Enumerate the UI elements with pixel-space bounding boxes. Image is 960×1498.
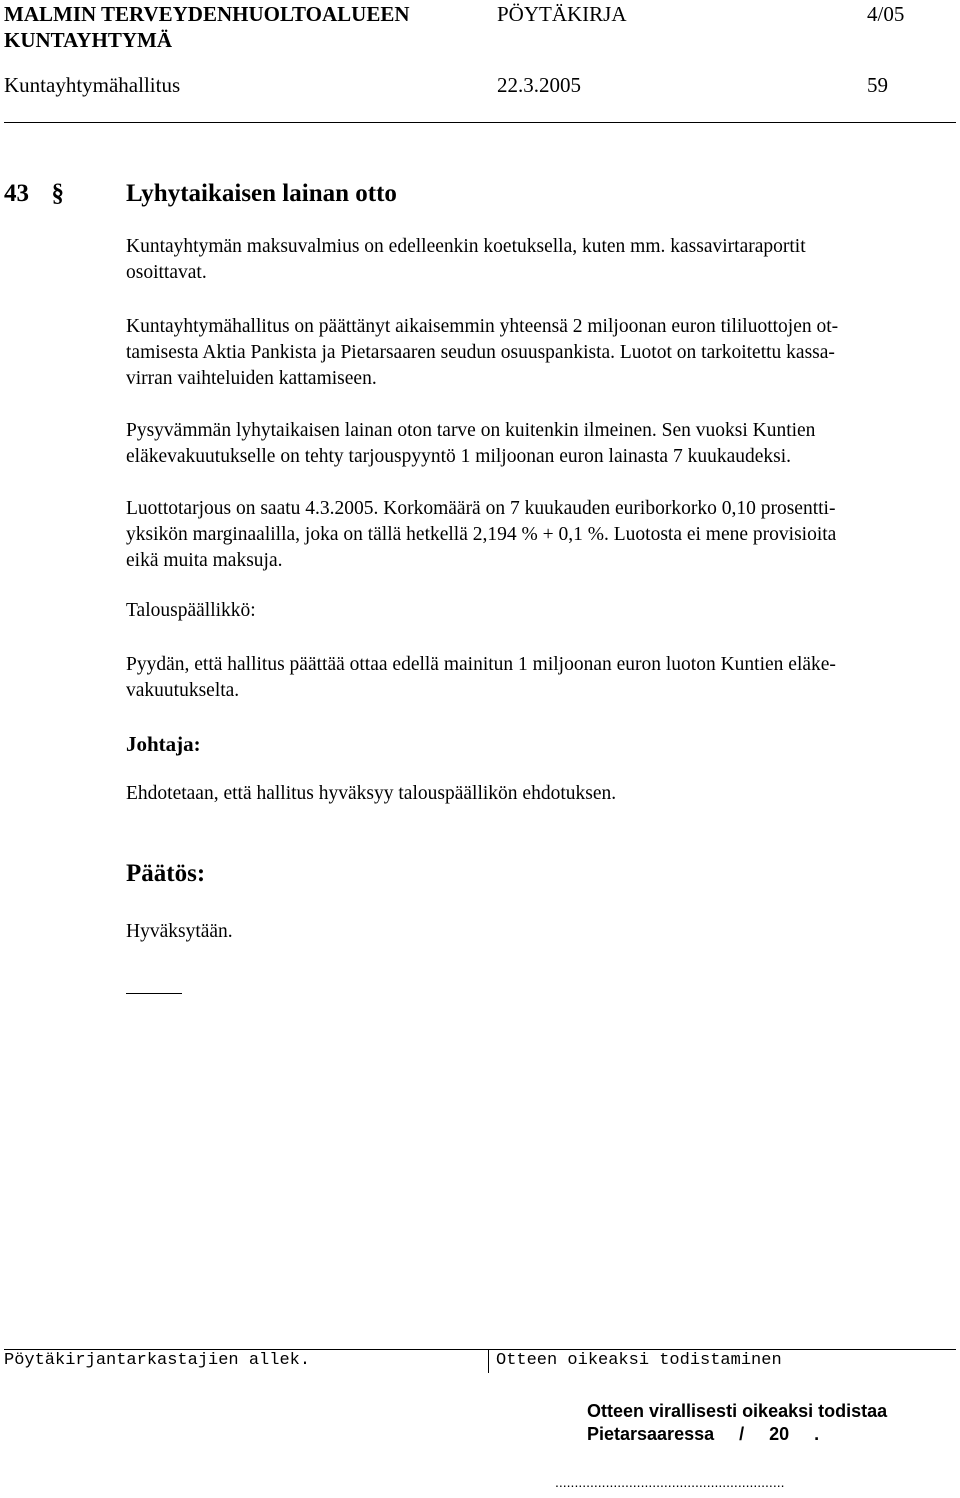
end-rule [126, 993, 182, 994]
section-number: 59 [867, 73, 888, 97]
paragraph-2: Kuntayhtymähallitus on päättänyt aikaisemmin yhteensä 2 miljoonan euron tililuottojen ot- tamisesta Aktia Pankista ja Pietarsaaren seudun osuuspankista. Luotot on tarkoitettu kassa- virran vaihteluiden kattamiseen. [126, 316, 839, 389]
section-symbol: § [51, 180, 64, 207]
section-number-heading: 43 § [4, 180, 64, 207]
footer-rule [4, 1349, 956, 1350]
signature-dots: ........................................................... [555, 1474, 785, 1490]
decision-label: Päätös: [126, 860, 206, 887]
director-text: Ehdotetaan, että hallitus hyväksyy talouspäällikön ehdotuksen. [126, 783, 617, 804]
header-rule [4, 122, 956, 123]
meeting-date: 22.3.2005 [497, 73, 581, 97]
paragraph-1: Kuntayhtymän maksuvalmius on edelleenkin koetuksella, kuten mm. kassavirtaraportit osoittavat. [126, 236, 806, 283]
official-copy-line1: Otteen virallisesti oikeaksi todistaa [587, 1401, 888, 1421]
footer-divider [488, 1349, 489, 1373]
doc-type: PÖYTÄKIRJA [497, 2, 627, 26]
org-name-line2: KUNTAYHTYMÄ [4, 28, 173, 52]
certified-copy-label: Otteen oikeaksi todistaminen [496, 1351, 782, 1370]
decision-text: Hyväksytään. [126, 921, 233, 942]
org-name-line1: MALMIN TERVEYDENHUOLTOALUEEN [4, 2, 410, 26]
section-title: Lyhytaikaisen lainan otto [126, 180, 397, 207]
proposal-label: Talouspäällikkö: [126, 600, 256, 621]
official-copy-line2: Pietarsaaressa / 20 . [587, 1424, 820, 1444]
paragraph-4: Luottotarjous on saatu 4.3.2005. Korkomäärä on 7 kuukauden euriborkorko 0,10 prosentti- yksikön marginaalilla, joka on tällä hetkellä 2,194 % + 0,1 %. Luotosta ei mene provisioita eikä muita maksuja. [126, 498, 837, 571]
page-number: 4/05 [867, 2, 905, 26]
meeting-body: Kuntayhtymähallitus [4, 73, 181, 97]
director-label: Johtaja: [126, 732, 201, 756]
verifiers-signature-label: Pöytäkirjantarkastajien allek. [4, 1351, 311, 1370]
paragraph-3: Pysyvämmän lyhytaikaisen lainan oton tarve on kuitenkin ilmeinen. Sen vuoksi Kuntien eläkevakuutukselle on tehty tarjouspyyntö 1 miljoonan euron lainasta 7 kuukaudeksi. [126, 420, 816, 467]
proposal-text: Pyydän, että hallitus päättää ottaa edellä mainitun 1 miljoonan euron luoton Kuntien eläke- vakuutukselta. [126, 654, 836, 701]
